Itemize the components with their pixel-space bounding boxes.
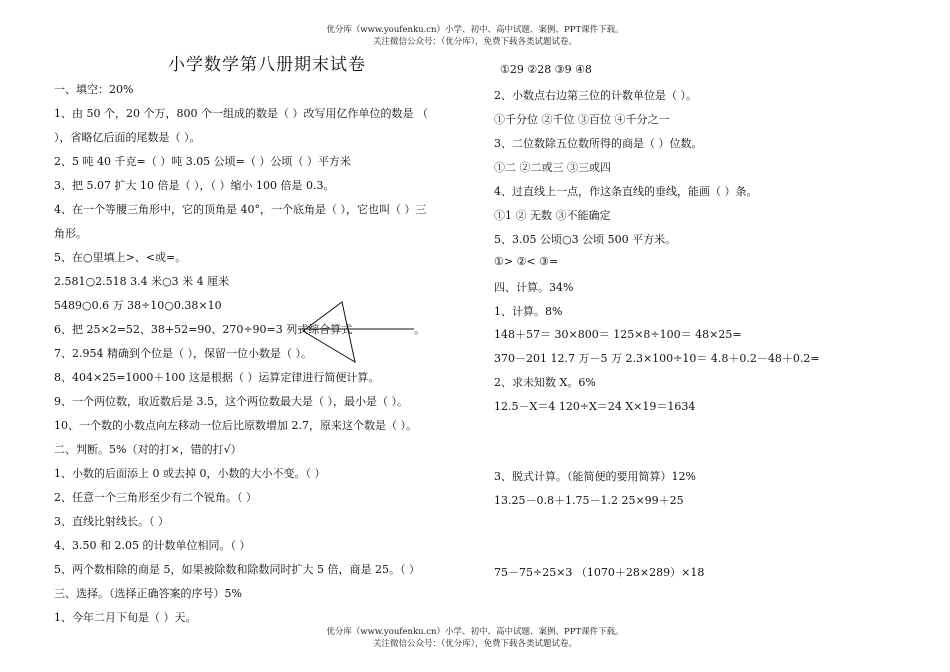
calc-row: 148＋57＝ 30×800＝ 125×8÷100＝ 48×25= [494,328,742,341]
calc-row: 75－75÷25×3 （1070＋28×289）×18 [494,566,705,579]
question-line: 4、过直线上一点，作这条直线的垂线，能画（ ）条。 [494,185,758,198]
footer-line-2: 关注微信公众号：（优分库），免费下载各类试题试卷。 [372,639,577,649]
equation-row: 12.5－X＝4 120÷X＝24 X×19＝1634 [494,400,696,413]
section-calc: 四、计算。34% [494,281,574,294]
page-footer [0,626,950,650]
question-line: 3、直线比射线长。（ ） [54,515,169,528]
question-line: 5489○0.6 万 38÷10○0.38×10 [54,299,222,312]
question-line: 9、一个两位数，取近数后是 3.5，这个两位数最大是（ ），最小是（ ）。 [54,395,408,408]
question-line: 2、求未知数 X。6% [494,376,596,389]
choice-options: ①1 ② 无数 ③不能确定 [494,209,611,222]
footer-line-1: 优分库（www.youfenku.cn）小学、初中、高中试题、案例、PPT课件下载。 [326,627,624,637]
question-line: 5、两个数相除的商是 5，如果被除数和除数同时扩大 5 倍，商是 25。（ ） [54,563,420,576]
question-line: 1、小数的后面添上 0 或去掉 0，小数的大小不变。（ ） [54,467,326,480]
question-line: 1、由 50 个，20 个万，800 个一组成的数是（ ）改写用亿作单位的数是 （ [54,107,428,120]
section-judge: 二、判断。5%（对的打×，错的打√） [54,443,242,456]
header-line-1: 优分库（www.youfenku.cn）小学、初中、高中试题、案例、PPT课件下载。 [326,25,624,35]
question-line: 2、小数点右边第三位的计数单位是（ ）。 [494,89,697,102]
question-line: 4、3.50 和 2.05 的计数单位相同。（ ） [54,539,251,552]
choice-options: ①29 ②28 ③9 ④8 [500,63,592,76]
page-header [0,24,950,48]
question-line: 5、3.05 公顷○3 公顷 500 平方米。 [494,233,677,246]
question-line: 4、在一个等腰三角形中，它的顶角是 40°，一个底角是（ ），它也叫（ ）三 [54,203,427,216]
header-line-2: 关注微信公众号：（优分库），免费下载各类试题试卷。 [372,37,577,47]
triangle-figure [298,300,420,366]
section-choice: 三、选择。（选择正确答案的序号）5% [54,587,242,600]
question-line: 7、2.954 精确到个位是（ ），保留一位小数是（ ）。 [54,347,312,360]
question-line: 2.581○2.518 3.4 米○3 米 4 厘米 [54,275,230,288]
triangle-shape [303,302,355,362]
choice-options: ①> ②< ③= [494,255,559,268]
question-line: 2、任意一个三角形至少有二个锐角。（ ） [54,491,257,504]
question-line: 10、一个数的小数点向左移动一位后比原数增加 2.7，原来这个数是（ ）。 [54,419,417,432]
question-line: 5、在○里填上>、<或=。 [54,251,187,264]
choice-options: ①千分位 ②千位 ③百位 ④千分之一 [494,113,670,126]
question-line: 8、404×25=1000＋100 这是根据（ ）运算定律进行简便计算。 [54,371,380,384]
question-line: 6、把 25×2=52、38+52=90、270÷90=3 列式综合算式 [54,323,353,336]
question-line: 3、把 5.07 扩大 10 倍是（ ），（ ）缩小 100 倍是 0.3。 [54,179,335,192]
page-title: 小学数学第八册期末试卷 [168,55,366,75]
question-line: ），省略亿后面的尾数是（ ）。 [54,131,201,144]
question-line: 1、计算。8% [494,305,563,318]
calc-row: 13.25－0.8＋1.75－1.2 25×99＋25 [494,494,684,507]
choice-options: ①二 ②二或三 ③三或四 [494,161,611,174]
question-line: 3、二位数除五位数所得的商是（ ）位数。 [494,137,703,150]
question-line: 角形。 [54,227,87,240]
question-line: 2、5 吨 40 千克=（ ）吨 3.05 公顷=（ ）公顷（ ）平方米 [54,155,351,168]
section-fill-blank: 一、填空：20% [54,83,134,96]
answer-line-end: 。 [414,323,425,336]
question-line: 1、今年二月下旬是（ ）天。 [54,611,197,624]
calc-row: 370－201 12.7 万－5 万 2.3×100÷10＝ 4.8＋0.2－48＋0.2= [494,352,820,365]
question-line: 3、脱式计算。（能简便的要用简算）12% [494,470,696,483]
